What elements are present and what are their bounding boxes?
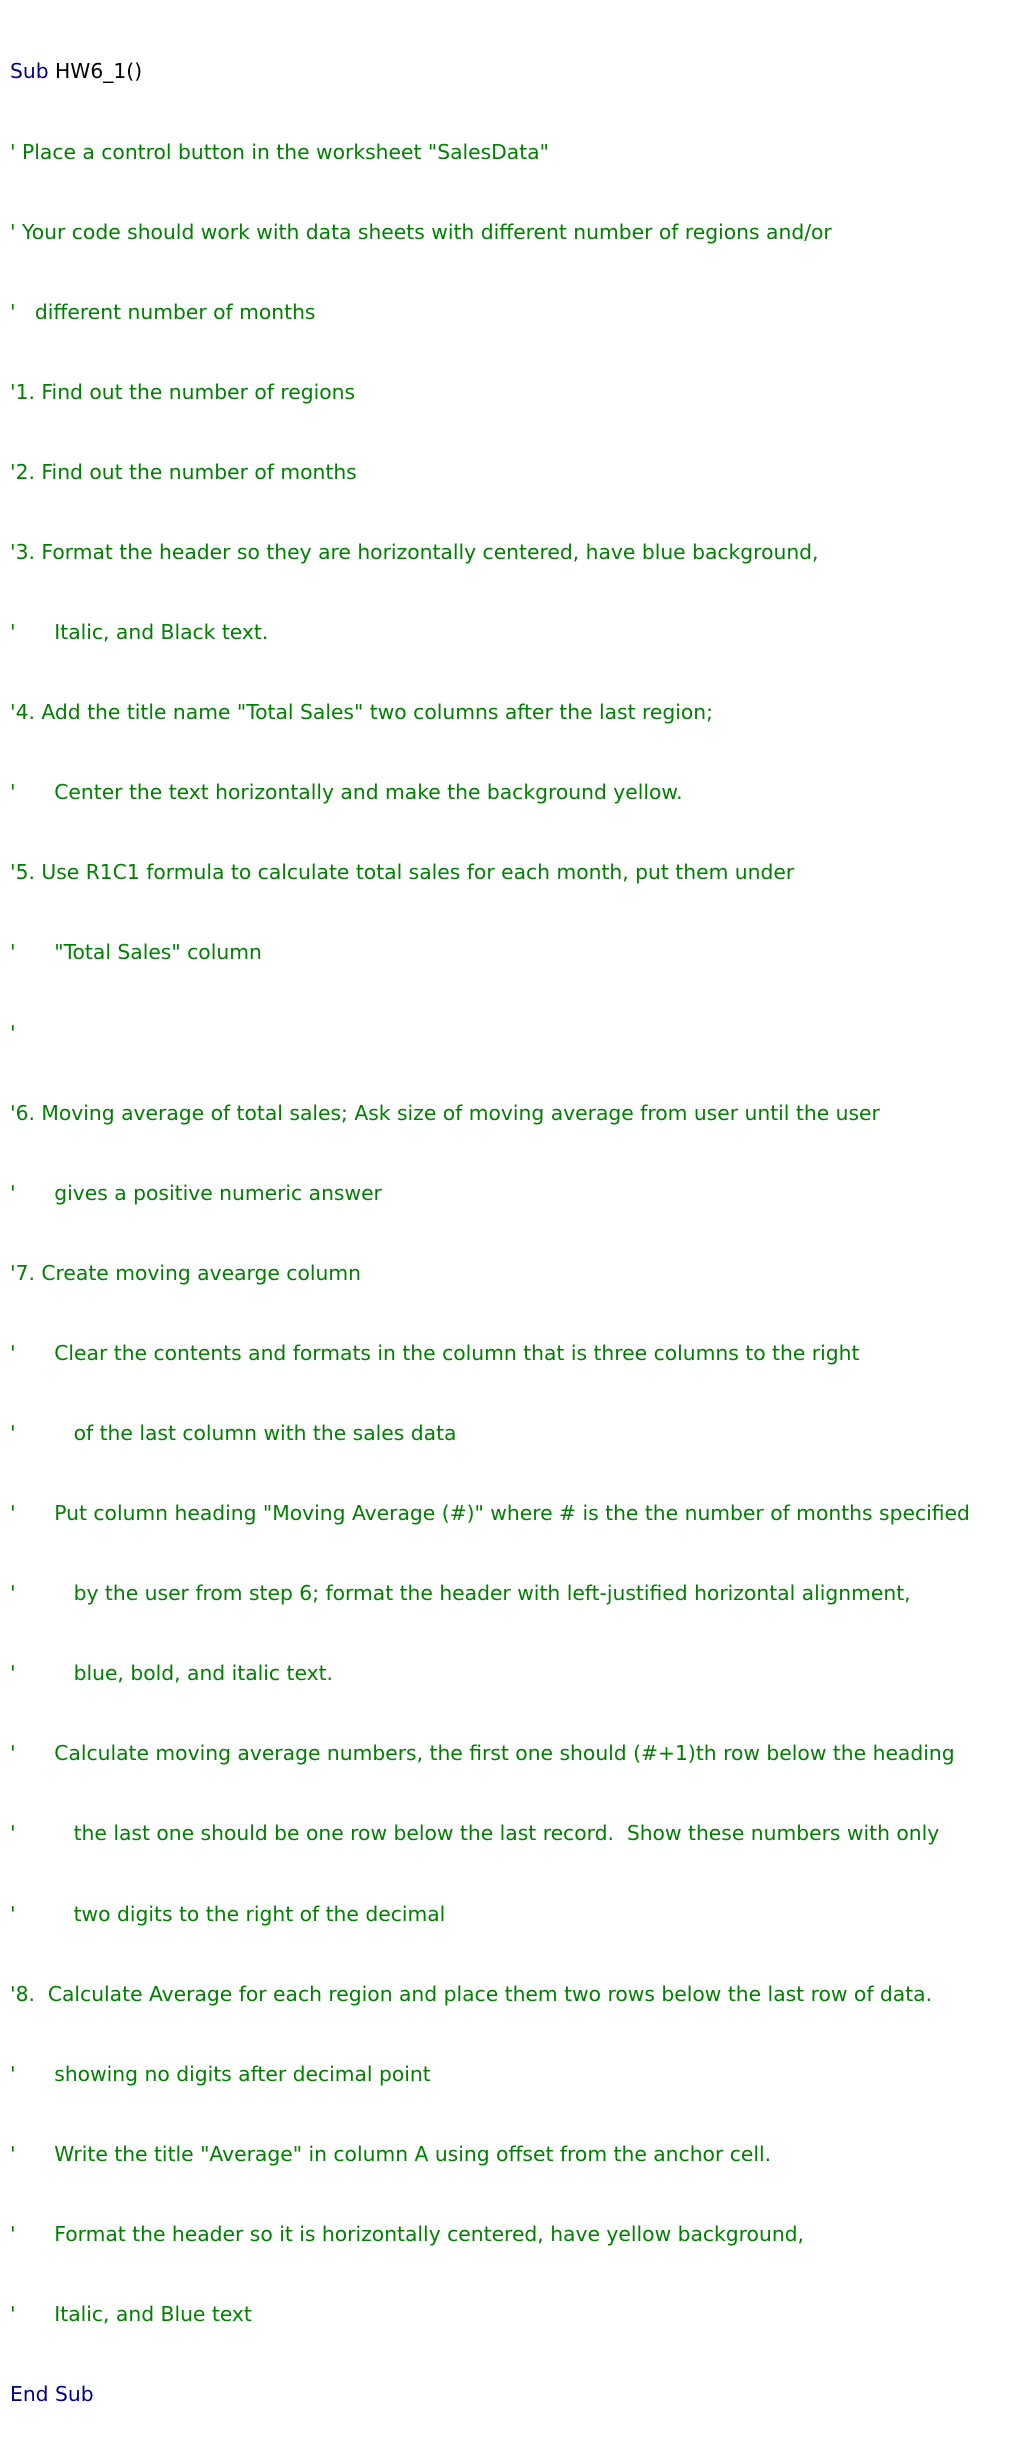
comment-line: ' blue, bold, and italic text. [10,1661,333,1686]
comment-line: ' "Total Sales" column [10,940,262,965]
comment-line: '7. Create moving avearge column [10,1260,361,1285]
code-text-area[interactable] [10,5,970,2461]
comment-line: ' Italic, and Black text. [10,620,269,645]
comment-line: ' Italic, and Blue text [10,2302,252,2327]
comment-line: ' [10,1020,16,1045]
comment-line: ' Calculate moving average numbers, the first one should (#+1)th row below the heading [10,1741,955,1766]
comment-line: ' Write the title "Average" in column A using offset from the anchor cell. [10,2141,772,2166]
comment-line: ' Format the header so it is horizontally centered, have yellow background, [10,2221,804,2246]
keyword-end-sub: End Sub [10,2382,94,2407]
comment-line: '1. Find out the number of regions [10,379,356,404]
comment-line: '8. Calculate Average for each region and place them two rows below the last row of data. [10,1981,933,2006]
comment-line: ' of the last column with the sales data [10,1421,457,1445]
comment-line: '2. Find out the number of months [10,459,357,484]
comment-line: '5. Use R1C1 formula to calculate total sales for each month, put them under [10,860,795,885]
comment-line: ' two digits to the right of the decimal [10,1901,446,1926]
comment-line: ' Clear the contents and formats in the column that is three columns to the right [10,1340,860,1365]
comment-line: '4. Add the title name "Total Sales" two columns after the last region; [10,700,713,725]
comment-line: ' different number of months [10,299,316,324]
comment-line: ' Put column heading "Moving Average (#)" where # is the the number of months specified [10,1501,970,1526]
comment-line: ' gives a positive numeric answer [10,1180,382,1205]
code-line-sub-declaration [10,58,970,85]
comment-line: ' showing no digits after decimal point [10,2061,431,2086]
keyword-sub: Sub [10,59,49,84]
comment-line: ' the last one should be one row below the last record. Show these numbers with only [10,1821,940,1846]
comment-line: '6. Moving average of total sales; Ask size of moving average from user until the user [10,1100,880,1125]
code-line-end-sub [10,2381,970,2408]
procedure-name: HW6_1() [48,59,143,84]
comment-line: ' Center the text horizontally and make the background yellow. [10,780,683,805]
comment-line: ' Your code should work with data sheets with different number of regions and/or [10,219,832,244]
comment-line: ' by the user from step 6; format the header with left-justified horizontal alignment, [10,1581,911,1606]
comment-line: '3. Format the header so they are horizontally centered, have blue background, [10,539,819,564]
comment-line: ' Place a control button in the worksheet "SalesData" [10,139,549,164]
